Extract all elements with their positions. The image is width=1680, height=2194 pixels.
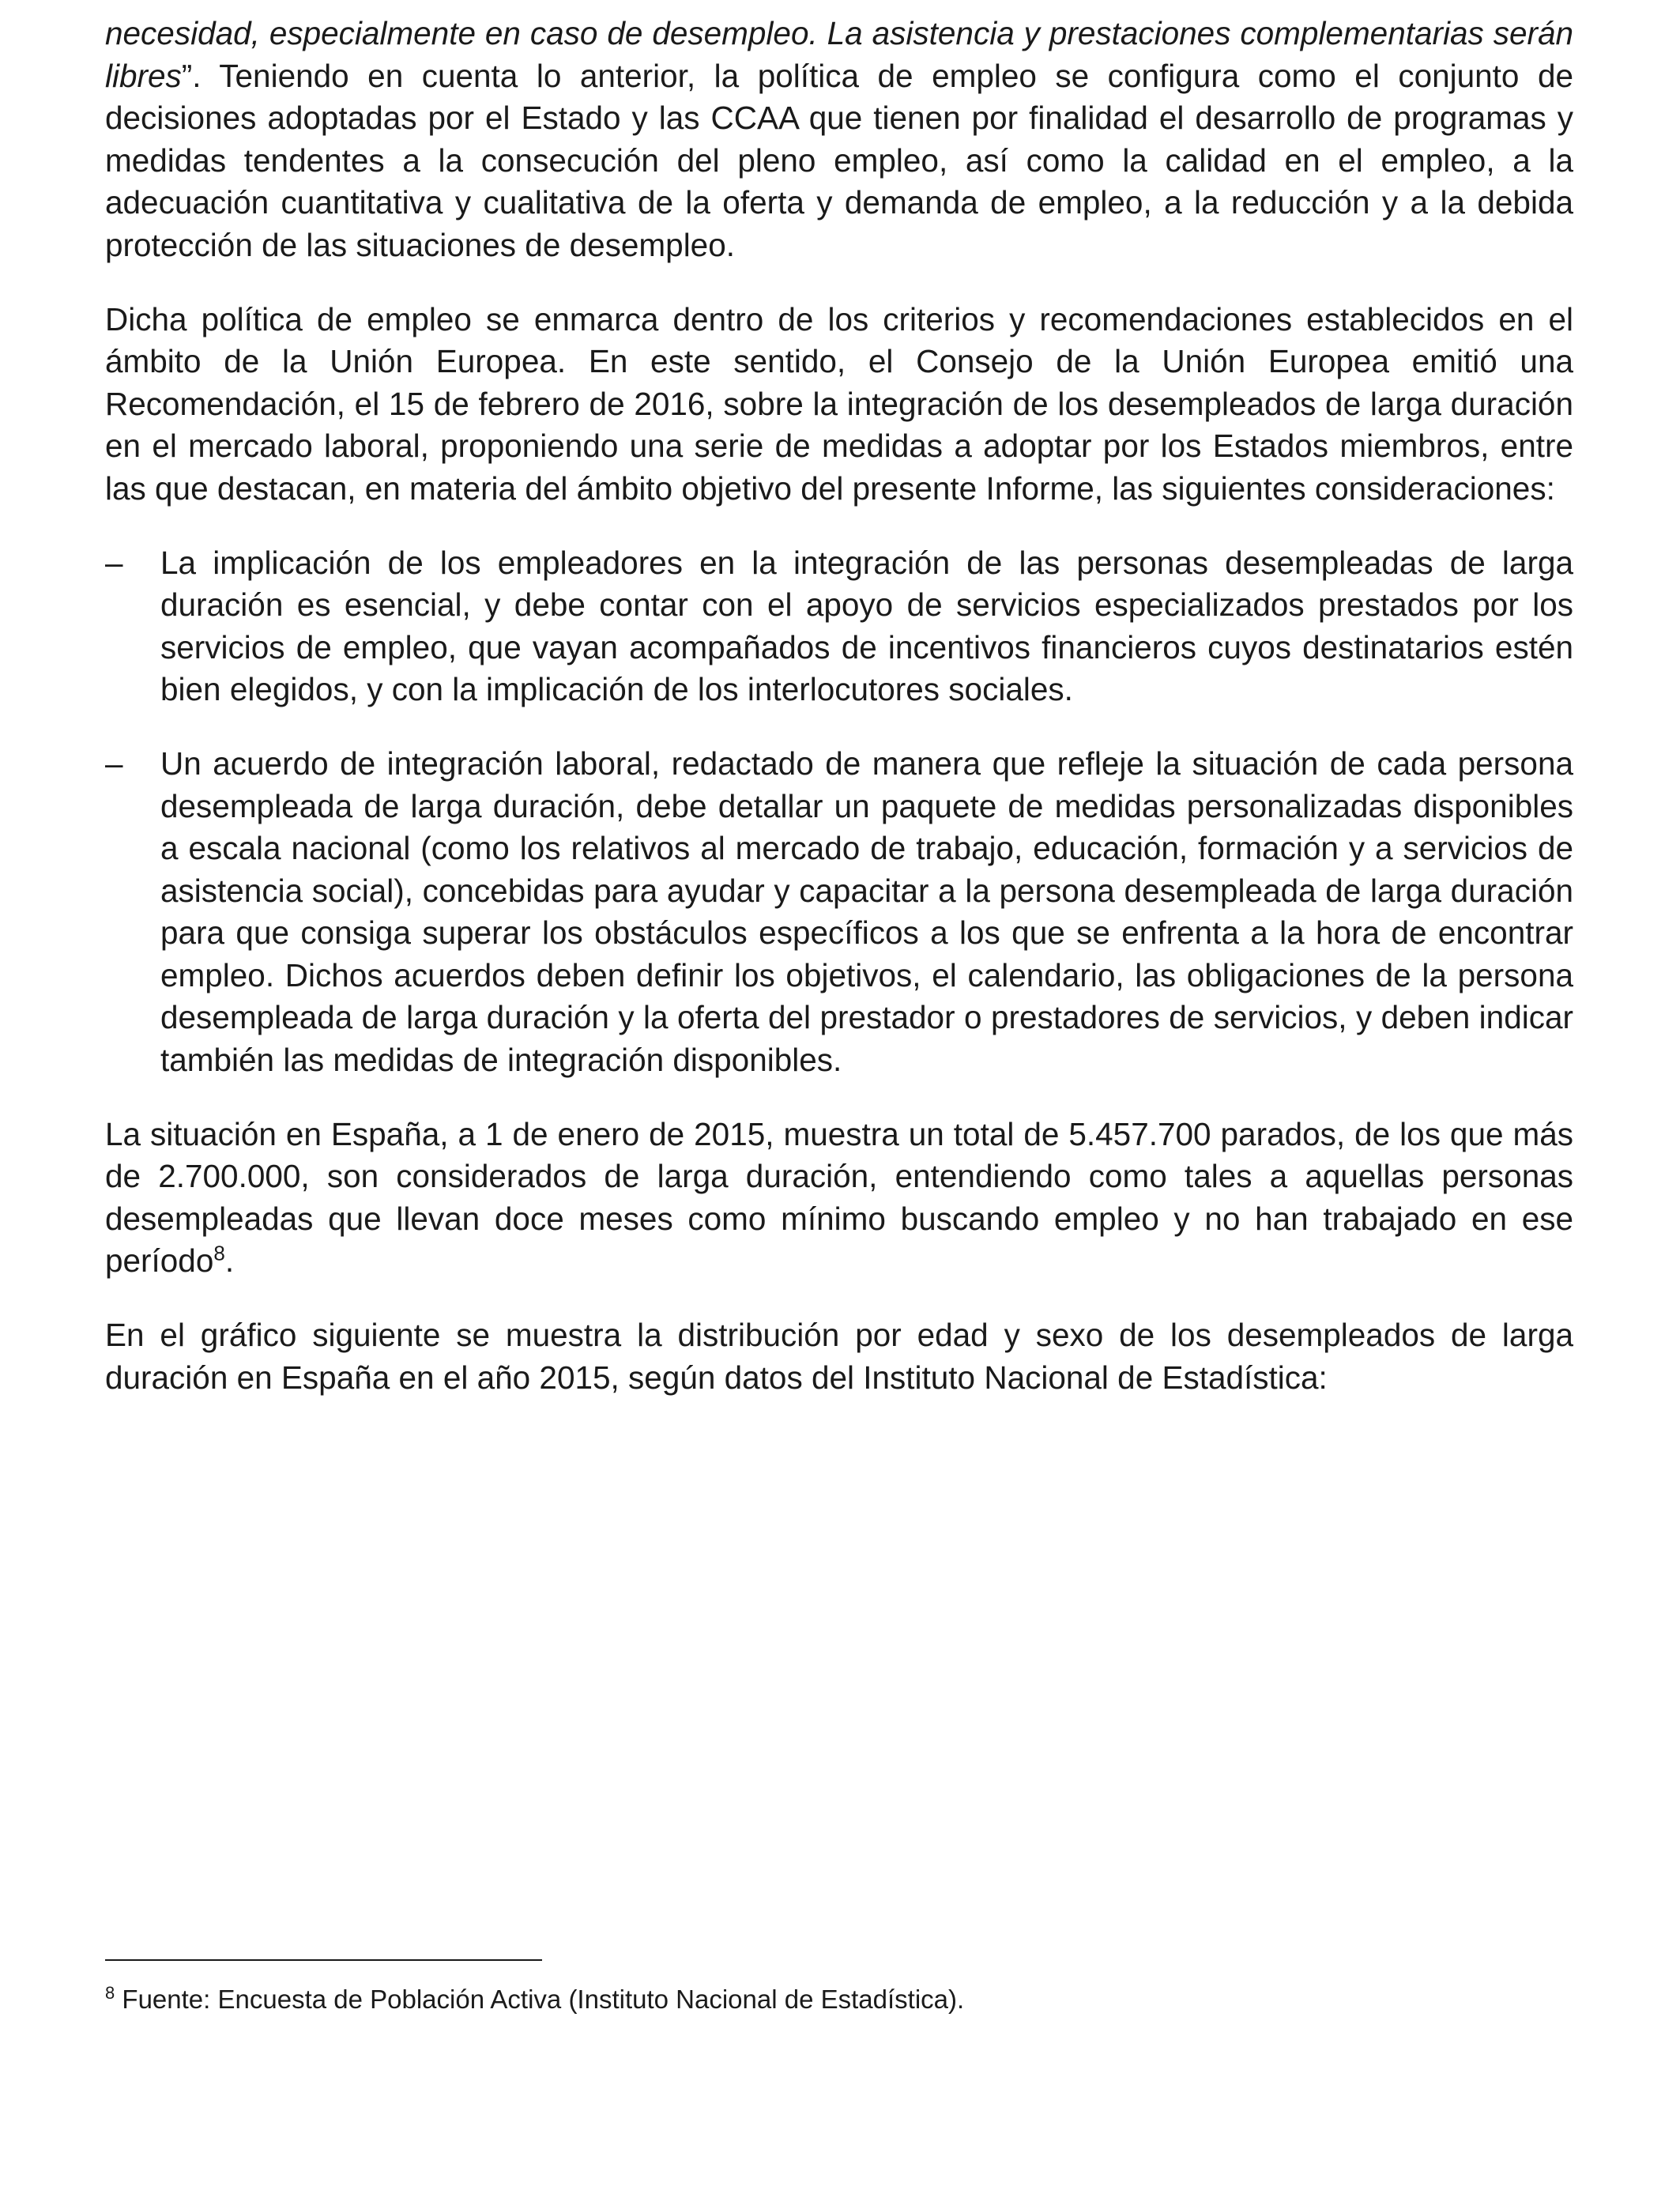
footnote	[105, 1984, 964, 2015]
footnote-reference[interactable]: 8	[213, 1241, 225, 1265]
paragraph-text: ”. Teniendo en cuenta lo anterior, la política de empleo se configura como el conjunto de decisiones adoptadas por el Estado y las CCAA que tienen por finalidad el desarrollo de programas y medidas tendentes a la consecución del pleno empleo, así como la calidad en el empleo, a la adecuación cuantitativa y cualitativa de la oferta y demanda de empleo, a la reducción y a la debida protección de las situaciones de desempleo.	[105, 57, 1573, 263]
list-item	[105, 743, 1573, 1082]
list-item	[105, 542, 1573, 711]
footnote-text: Fuente: Encuesta de Población Activa (Instituto Nacional de Estadística).	[115, 1985, 965, 2014]
paragraph-employment-policy	[105, 13, 1573, 267]
footnote-divider	[105, 1959, 542, 1961]
list-item-text: Un acuerdo de integración laboral, redactado de manera que refleje la situación de cada persona desempleada de larga duración, debe detallar un paquete de medidas personalizadas disponibles a escala nacional (como los relativos al mercado de trabajo, educación, formación y a servicios de asistencia social), concebidas para ayudar y capacitar a la persona desempleada de larga duración para que consiga superar los obstáculos específicos a los que se enfrenta a la hora de encontrar empleo. Dichos acuerdos deben definir los objetivos, el calendario, las obligaciones de la persona desempleada de larga duración y la oferta del prestador o prestadores de servicios, y deben indicar también las medidas de integración disponibles.	[160, 745, 1573, 1079]
list-item-text: La implicación de los empleadores en la integración de las personas desempleadas de larga duración es esencial, y debe contar con el apoyo de servicios especializados prestados por los servicios de empleo, que vayan acompañados de incentivos financieros cuyos destinatarios estén bien elegidos, y con la implicación de los interlocutores sociales.	[160, 544, 1573, 708]
paragraph-eu-recommendation: Dicha política de empleo se enmarca dentro de los criterios y recomendaciones establecidos en el ámbito de la Unión Europea. En este sentido, el Consejo de la Unión Europea emitió una Recomendación, el 15 de febrero de 2016, sobre la integración de los desempleados de larga duración en el mercado laboral, proponiendo una serie de medidas a adoptar por los Estados miembros, entre las que destacan, en materia del ámbito objetivo del presente Informe, las siguientes consideraciones:	[105, 300, 1573, 507]
dash-bullet-icon: –	[105, 544, 123, 581]
paragraph-chart-intro: En el gráfico siguiente se muestra la distribución por edad y sexo de los desempleados de larga duración en España en el año 2015, según datos del Instituto Nacional de Estadística:	[105, 1317, 1573, 1396]
paragraph-text: La situación en España, a 1 de enero de 2015, muestra un total de 5.457.700 parados, de los que más de 2.700.000, son considerados de larga duración, entendiendo como tales a aquellas personas desempleadas que llevan doce meses como mínimo buscando empleo y no han trabajado en ese período	[105, 1115, 1573, 1280]
paragraph-spain-situation	[105, 1114, 1573, 1283]
document-body	[105, 13, 1573, 1399]
quoted-text-italic: necesidad, especialmente en caso de desempleo. La asistencia y prestaciones complementarias serán libres	[105, 15, 1573, 94]
dash-bullet-icon: –	[105, 745, 123, 782]
footnote-number: 8	[105, 1983, 115, 2003]
paragraph-text-end: .	[224, 1242, 235, 1280]
